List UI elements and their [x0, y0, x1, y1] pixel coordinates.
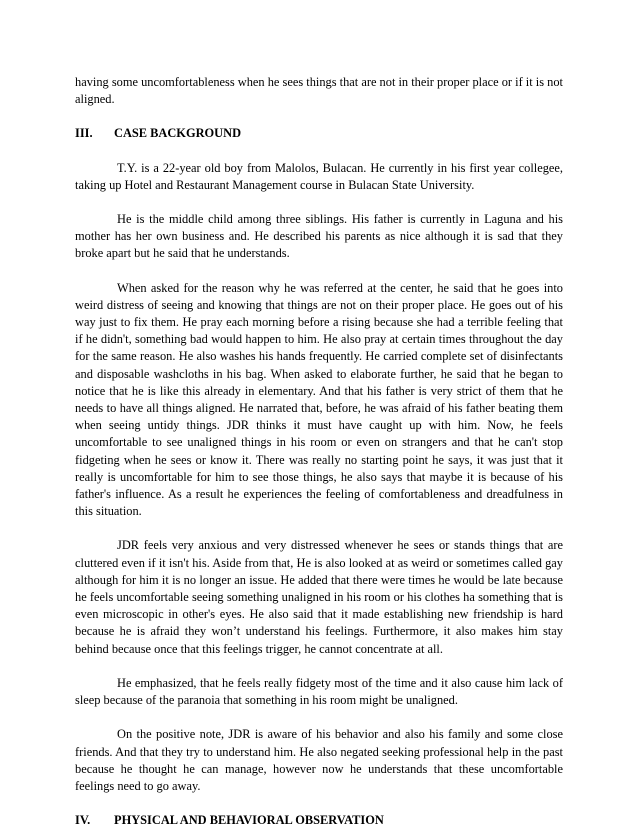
section-number: III. — [75, 126, 93, 141]
section-number: IV. — [75, 813, 91, 828]
section-title: CASE BACKGROUND — [114, 126, 242, 141]
paragraph-referral-reason: When asked for the reason why he was referred at the center, he said that he goes into weird distress of seeing and knowing that things are not on their proper place. He goes out of his way just to fix them. He pray each morning before a rising because she had a terrible feeling that if he didn't, something bad would happen to him. He also pray at certain times throughout the day for the same reason. He also washes his hands frequently. He carried complete set of disinfectants and disposable washcloths in his bag. When asked to elaborate further, he said that he began to notice that he is like this already in elementary. And that his father is very strict of them that he needs to have all things aligned. He narrated that, before, he was afraid of his father beating them when seeing untidy things. JDR thinks it must have caught up with him. Now, he feels uncomfortable to see unaligned things in his room or even on strangers and that he can't stop fidgeting when he sees or know it. There was really no starting point he says, it was just that it really is uncomfortable for him to see those things, he also says that maybe it is because of his father's influence. As a result he experiences the feeling of comfortableness and dreadfulness in this situation. — [75, 280, 563, 519]
paragraph-client-info: T.Y. is a 22-year old boy from Malolos, Bulacan. He currently in his first year collegee, taking up Hotel and Restaurant Management course in Bulacan State University. — [75, 160, 563, 192]
paragraph-distress: JDR feels very anxious and very distressed whenever he sees or stands things that are cluttered even if it isn't his. Aside from that, He is also looked at as weird or sometimes called gay although for him it is no longer an issue. He added that there were times he would be late because he feels uncomfortable seeing something unaligned in his room or his clothes ha something that is even microscopic in other's eyes. He also said that it made establishing new friendship is hard because he is afraid they won’t understand his feelings. Furthermore, it also makes him stay behind because once that this feelings trigger, he cannot concentrate at all. — [75, 538, 563, 656]
document-body — [75, 74, 563, 829]
continuation-paragraph: having some uncomfortableness when he sees things that are not in their proper place or if it is not aligned. — [75, 75, 563, 107]
section-title: PHYSICAL AND BEHAVIORAL OBSERVATION — [114, 813, 384, 828]
paragraph-family: He is the middle child among three siblings. His father is currently in Laguna and his mother has her own business and. He described his parents as nice although it is sad that they broke apart but he said that he understands. — [75, 212, 563, 261]
paragraph-positive-note: On the positive note, JDR is aware of his behavior and also his family and some close friends. And that they try to understand him. He also negated seeking professional help in the past because he thought he can manage, however now he understands that these uncomfortable feelings need to go away. — [75, 727, 563, 793]
section-heading-case-background — [75, 125, 563, 142]
section-heading-observation — [75, 812, 563, 829]
paragraph-fidgety: He emphasized, that he feels really fidgety most of the time and it also cause him lack of sleep because of the paranoia that something in his room might be unaligned. — [75, 675, 563, 708]
